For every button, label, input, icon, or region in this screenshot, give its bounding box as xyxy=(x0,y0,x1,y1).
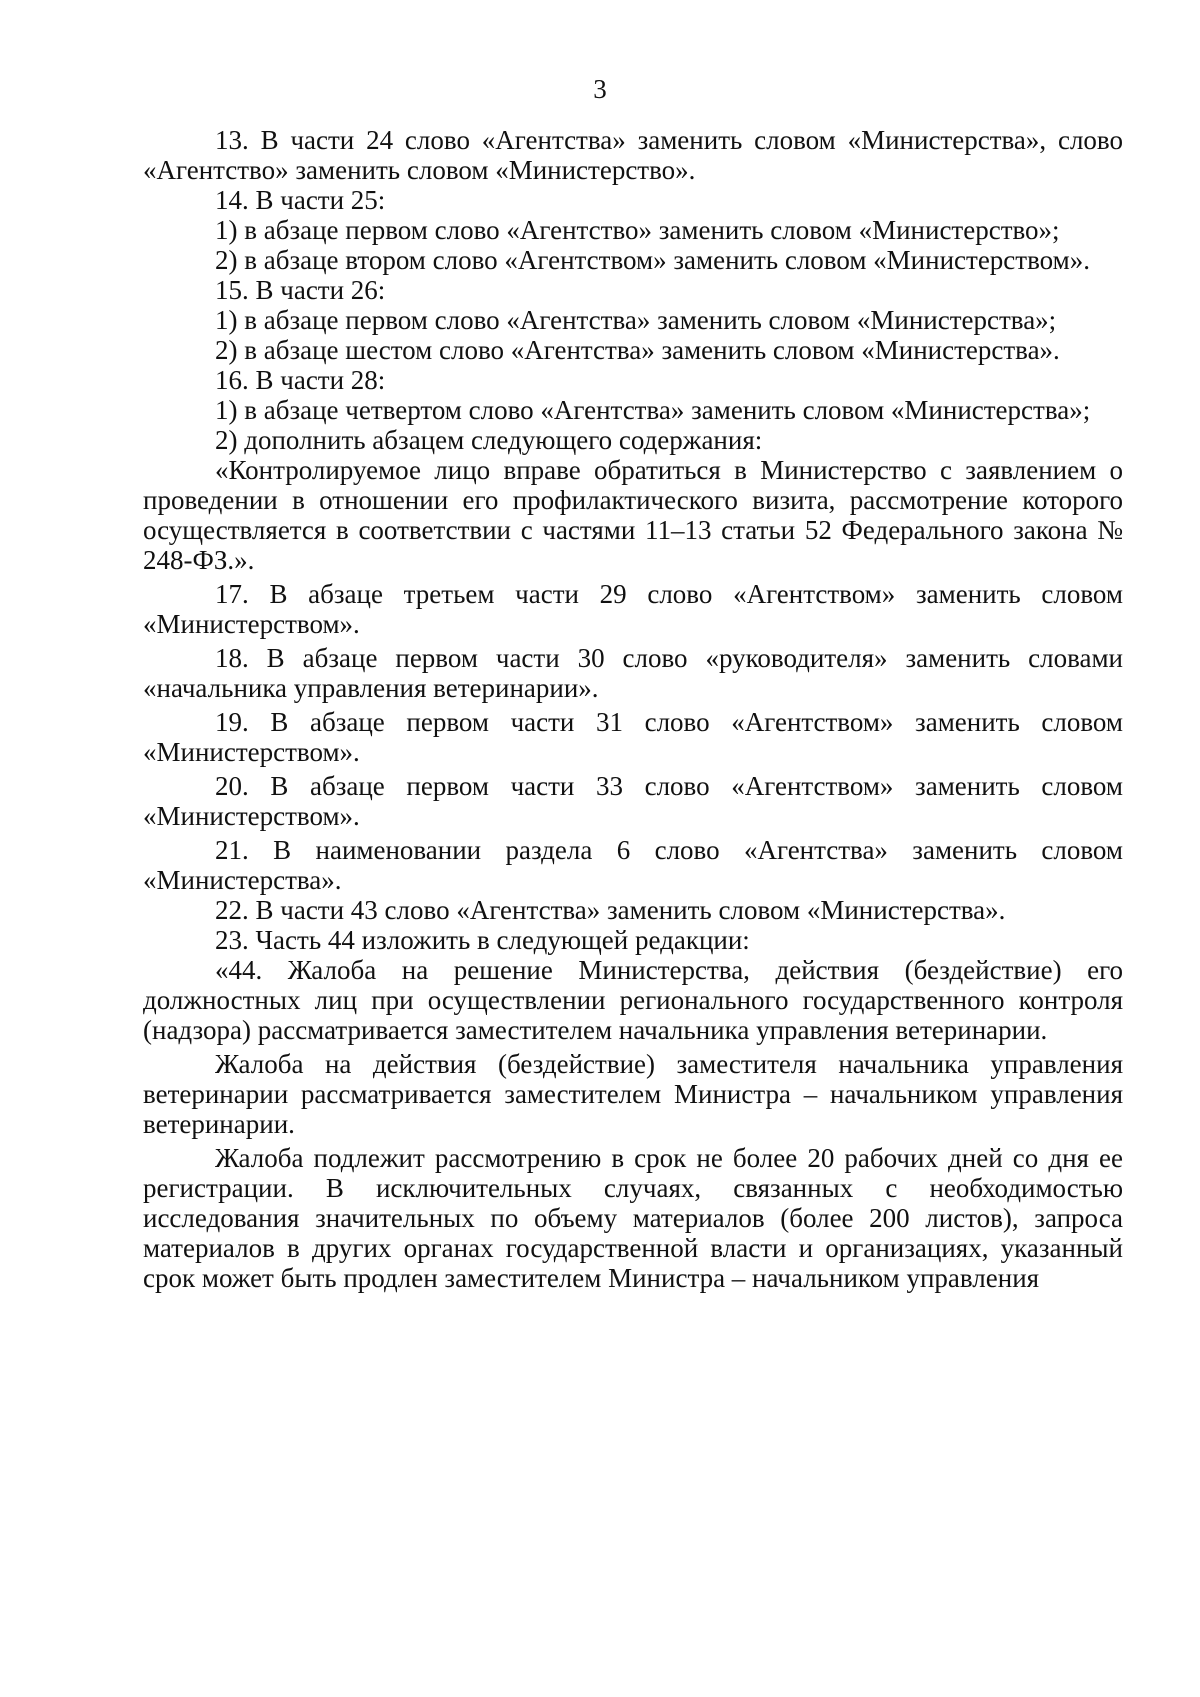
paragraph-subitem-15-1: 1) в абзаце первом слово «Агентства» заменить словом «Министерства»; xyxy=(215,305,1057,335)
paragraph-complaint-deputy: Жалоба на действия (бездействие) заместителя начальника управления ветеринарии рассматривается заместителем Министра – начальником управления ветеринарии. xyxy=(143,1049,1123,1139)
paragraph-subitem-16-1: 1) в абзаце четвертом слово «Агентства» заменить словом «Министерства»; xyxy=(215,395,1091,425)
paragraph-item-21: 21. В наименовании раздела 6 слово «Агентства» заменить словом «Министерства». xyxy=(143,835,1123,895)
paragraph-item-18: 18. В абзаце первом части 30 слово «руководителя» заменить словами «начальника управления ветеринарии». xyxy=(143,643,1123,703)
paragraph-item-13: 13. В части 24 слово «Агентства» заменить словом «Министерства», слово «Агентство» заменить словом «Министерство». xyxy=(143,125,1123,185)
paragraph-item-14: 14. В части 25: xyxy=(215,185,386,215)
paragraph-complaint-deadline: Жалоба подлежит рассмотрению в срок не более 20 рабочих дней со дня ее регистрации. В исключительных случаях, связанных с необходимостью исследования значительных по объему материалов (более 200 листов), запроса материалов в других органах государственной власти и организациях, указанный срок может быть продлен заместителем Министра – начальником управления xyxy=(143,1143,1123,1293)
page-number: 3 xyxy=(593,74,607,104)
paragraph-item-19: 19. В абзаце первом части 31 слово «Агентством» заменить словом «Министерством». xyxy=(143,707,1123,767)
paragraph-subitem-14-1: 1) в абзаце первом слово «Агентство» заменить словом «Министерство»; xyxy=(215,215,1060,245)
paragraph-subitem-16-2: 2) дополнить абзацем следующего содержания: xyxy=(215,425,763,455)
paragraph-item-23: 23. Часть 44 изложить в следующей редакции: xyxy=(215,925,750,955)
paragraph-subitem-14-2: 2) в абзаце втором слово «Агентством» заменить словом «Министерством». xyxy=(215,245,1090,275)
paragraph-item-15: 15. В части 26: xyxy=(215,275,386,305)
document-body xyxy=(143,125,1123,1293)
paragraph-item-16: 16. В части 28: xyxy=(215,365,386,395)
paragraph-part-44: «44. Жалоба на решение Министерства, действия (бездействие) его должностных лиц при осуществлении регионального государственного контроля (надзора) рассматривается заместителем начальника управления ветеринарии. xyxy=(143,955,1123,1045)
paragraph-subitem-15-2: 2) в абзаце шестом слово «Агентства» заменить словом «Министерства». xyxy=(215,335,1060,365)
paragraph-item-17: 17. В абзаце третьем части 29 слово «Агентством» заменить словом «Министерством». xyxy=(143,579,1123,639)
paragraph-quoted-insert: «Контролируемое лицо вправе обратиться в Министерство с заявлением о проведении в отношении его профилактического визита, рассмотрение которого осуществляется в соответствии с частями 11–13 статьи 52 Федерального закона № 248-ФЗ.». xyxy=(143,455,1123,575)
paragraph-item-22: 22. В части 43 слово «Агентства» заменить словом «Министерства». xyxy=(215,895,1006,925)
paragraph-item-20: 20. В абзаце первом части 33 слово «Агентством» заменить словом «Министерством». xyxy=(143,771,1123,831)
